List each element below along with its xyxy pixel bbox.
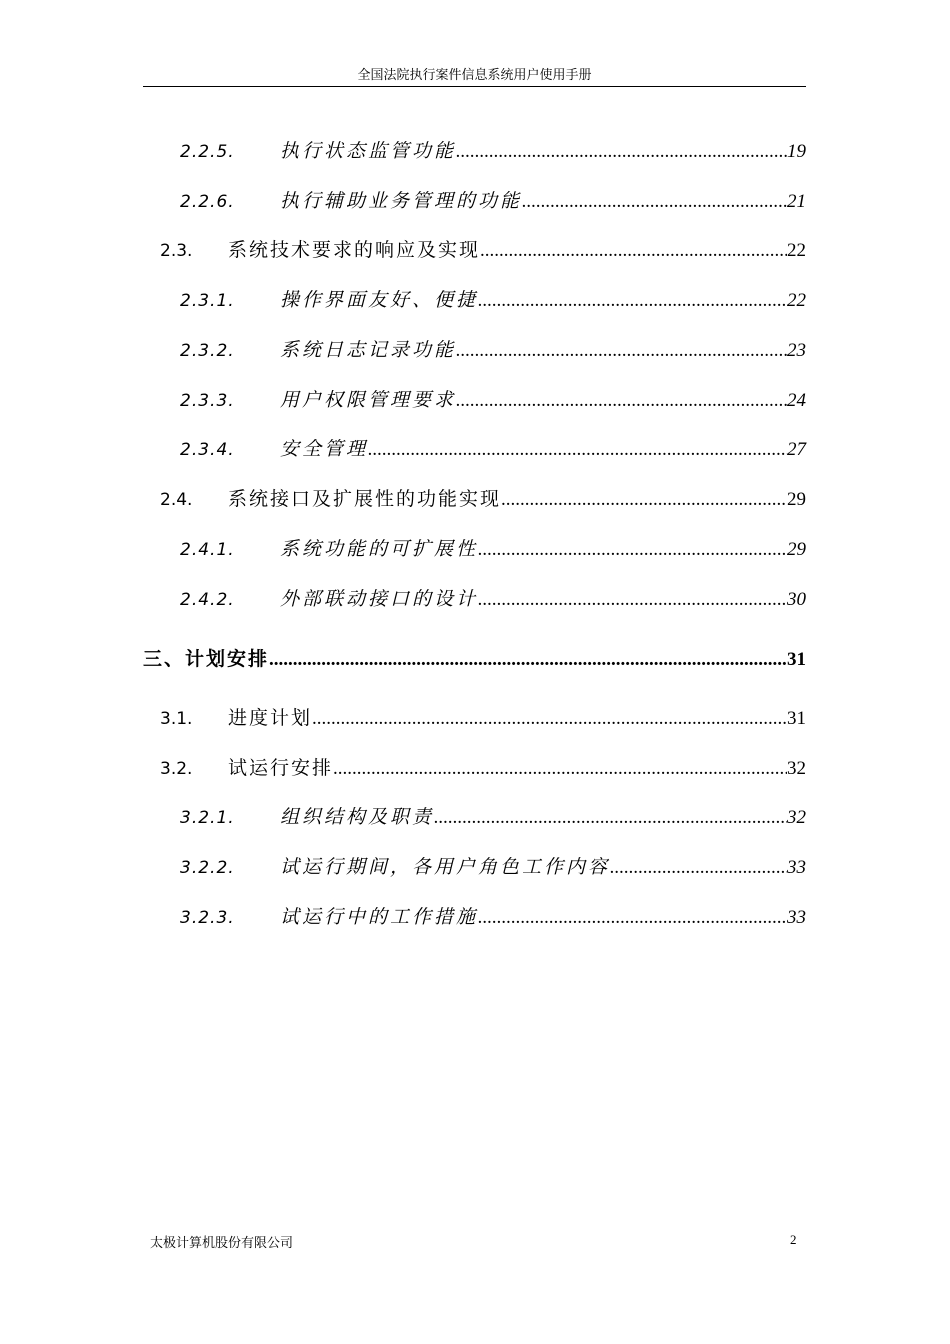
toc-entry-2-3-4[interactable] — [180, 435, 806, 463]
toc-leader — [610, 854, 787, 882]
toc-leader — [522, 188, 787, 216]
toc-title: 组织结构及职责 — [280, 806, 435, 828]
toc-page: 22 — [787, 240, 806, 261]
toc-title: 系统功能的可扩展性 — [280, 538, 479, 560]
toc-entry-chapter-3[interactable] — [143, 645, 806, 673]
toc-entry-3-2-3[interactable] — [180, 903, 806, 931]
toc-leader — [478, 287, 787, 315]
toc-title: 安全管理 — [280, 438, 369, 460]
toc-number: 3.2.1. — [180, 808, 235, 828]
toc-leader — [456, 138, 787, 166]
toc-entry-2-3[interactable] — [160, 236, 806, 264]
toc-leader — [478, 536, 787, 564]
toc-title: 三、计划安排 — [143, 648, 270, 670]
toc-leader — [480, 237, 787, 265]
toc-entry-2-4[interactable] — [160, 485, 806, 513]
toc-title: 试运行期间，各用户角色工作内容 — [280, 856, 611, 878]
toc-entry-3-2-1[interactable] — [180, 803, 806, 831]
toc-entry-2-3-1[interactable] — [180, 286, 806, 314]
toc-title: 系统技术要求的响应及实现 — [228, 239, 481, 261]
toc-page: 29 — [787, 539, 806, 560]
toc-title: 执行状态监管功能 — [280, 140, 457, 162]
toc-title: 用户权限管理要求 — [280, 389, 457, 411]
toc-number: 3.2.2. — [180, 858, 235, 878]
page-header: 全国法院执行案件信息系统用户使用手册 — [357, 68, 592, 83]
toc-title: 外部联动接口的设计 — [280, 588, 479, 610]
toc-page: 24 — [787, 390, 806, 411]
toc-number: 2.3.1. — [180, 291, 235, 311]
footer-page-number: 2 — [790, 1232, 797, 1247]
toc-page: 19 — [787, 141, 806, 162]
toc-title: 试运行中的工作措施 — [280, 906, 479, 928]
toc-leader — [478, 904, 787, 932]
toc-number: 2.2.5. — [180, 142, 235, 162]
toc-entry-2-3-3[interactable] — [180, 386, 806, 414]
toc-page: 31 — [787, 708, 806, 729]
header-divider — [143, 86, 806, 87]
toc-title: 系统接口及扩展性的功能实现 — [228, 488, 502, 510]
toc-entry-2-3-2[interactable] — [180, 336, 806, 364]
toc-number: 2.3.3. — [180, 391, 235, 411]
toc-page: 31 — [787, 649, 806, 670]
toc-title: 操作界面友好、便捷 — [280, 289, 479, 311]
toc-number: 3.1. — [160, 709, 193, 729]
toc-page: 30 — [787, 589, 806, 610]
toc-leader — [312, 705, 787, 733]
toc-entry-2-4-2[interactable] — [180, 585, 806, 613]
toc-page: 33 — [787, 907, 806, 928]
toc-page: 23 — [787, 340, 806, 361]
toc-entry-3-2-2[interactable] — [180, 853, 806, 881]
toc-entry-3-2[interactable] — [160, 754, 806, 782]
toc-entry-2-2-5[interactable] — [180, 137, 806, 165]
toc-number: 2.4.2. — [180, 590, 235, 610]
toc-number: 2.4.1. — [180, 540, 235, 560]
toc-page: 32 — [787, 807, 806, 828]
toc-leader — [501, 486, 787, 514]
toc-page: 27 — [787, 439, 806, 460]
toc-leader — [269, 646, 787, 674]
toc-number: 2.2.6. — [180, 192, 235, 212]
toc-title: 系统日志记录功能 — [280, 339, 457, 361]
toc-leader — [333, 755, 787, 783]
toc-page: 33 — [787, 857, 806, 878]
toc-page: 21 — [787, 191, 806, 212]
toc-number: 3.2. — [160, 759, 193, 779]
toc-leader — [456, 337, 787, 365]
toc-number: 2.4. — [160, 490, 193, 510]
toc-entry-2-4-1[interactable] — [180, 535, 806, 563]
toc-page: 22 — [787, 290, 806, 311]
toc-entry-3-1[interactable] — [160, 704, 806, 732]
toc-number: 2.3. — [160, 241, 193, 261]
toc-number: 3.2.3. — [180, 908, 235, 928]
toc-leader — [456, 387, 787, 415]
toc-title: 执行辅助业务管理的功能 — [280, 190, 523, 212]
toc-page: 29 — [787, 489, 806, 510]
toc-leader — [368, 436, 787, 464]
toc-leader — [478, 586, 787, 614]
toc-page: 32 — [787, 758, 806, 779]
toc-number: 2.3.2. — [180, 341, 235, 361]
toc-number: 2.3.4. — [180, 440, 235, 460]
toc-title: 试运行安排 — [228, 757, 334, 779]
toc-leader — [434, 804, 787, 832]
toc-title: 进度计划 — [228, 707, 313, 729]
toc-entry-2-2-6[interactable] — [180, 187, 806, 215]
footer-company: 太极计算机股份有限公司 — [150, 1236, 294, 1251]
